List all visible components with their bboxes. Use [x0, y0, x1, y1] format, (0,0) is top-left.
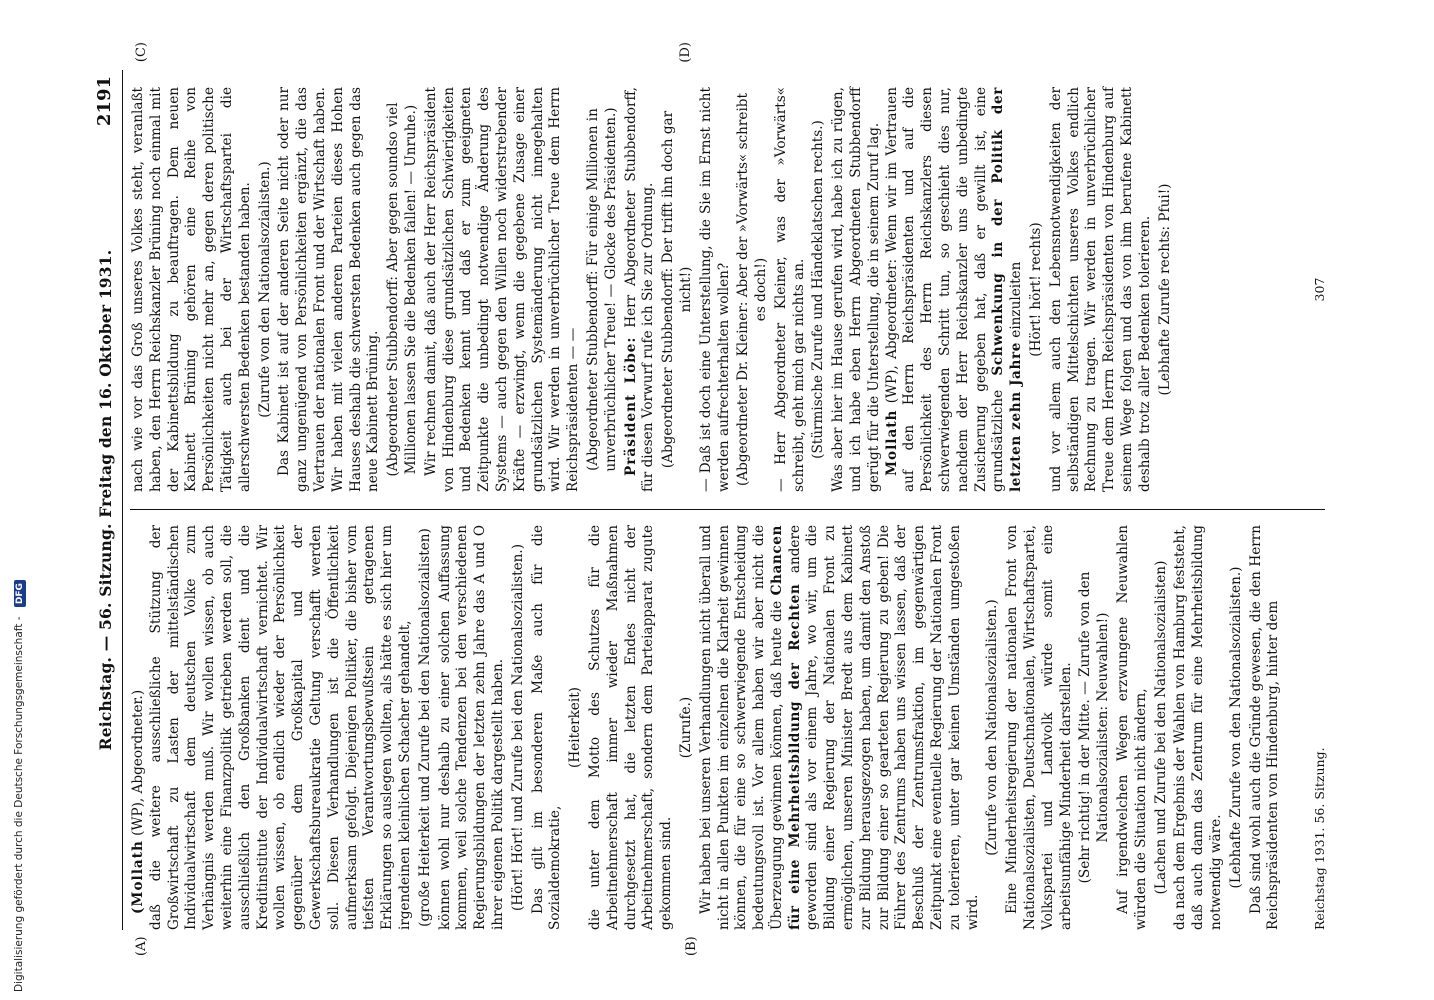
interjection: (Stürmische Zurufe und Händeklatschen rechts.): [810, 120, 827, 459]
paragraph: Auf irgendwelchen Wegen erzwungene Neuwahlen würden die Situation nicht ändern,: [1115, 525, 1149, 930]
interjection: (Zurufe von den Nationalsozialisten.): [256, 161, 273, 418]
paragraph: — Daß ist doch eine Unterstellung, die Sie im Ernst nicht werden aufrechterhalten wollen?: [697, 87, 732, 492]
interjection: (Zurufe von den Nationalsozialisten.): [984, 599, 1001, 856]
interjection: (Abgeordneter Stubbendorff: Für einige Millionen in unverbrüchlicher Treue! — Glocke des Präsidenten.): [584, 107, 619, 472]
paragraph: und vor allem auch den Lebensnotwendigkeiten der selbständigen Mittelschichten unseres Volkes endlich Rechnung zu tragen. Wir werden in unverbrüchlicher Treue dem Herrn Reichspräsidenten von Hindenburg auf seinem Wege folgen und das von ihm berufene Kabinett deshalb trotz aller Bedenken tolerieren.: [1047, 87, 1153, 492]
interjection: (Heiterkeit): [567, 687, 584, 768]
interjection: (Lebhafte Zurufe von den Nationalsozialisten.): [1227, 566, 1244, 889]
interjection: (Zurufe.): [677, 696, 694, 759]
digitization-credit: [12, 0, 26, 992]
margin-mark-b: (B): [684, 936, 699, 956]
interjection: (Hört! Hört! und Zurufe bei den Nationalsozialisten.): [509, 543, 526, 912]
page-header-title: Reichstag. — 56. Sitzung. Freitag den 16. Oktober 1931.: [96, 249, 115, 751]
dfg-logo: DFG: [14, 580, 26, 607]
paragraph: nach wie vor das Groß unseres Volkes steht, veranlaßt haben, den Herrn Reichskanzler Brüning noch einmal mit der Kabinettsbildung zu beauftragen. Dem neuen Kabinett Brüning gehören eine Reihe von Persönlichkeiten nicht mehr an, gegen deren politische Tätigkeit auch bei der Wirtschaftspartei die allerschwersten Bedenken bestanden haben.: [130, 87, 253, 492]
paragraph: können wohl nur deshalb zu einer solchen Auffassung kommen, weil solche Tendenzen bei den verschiedenen Regierungsbildungen der letzten zehn Jahre das A und O ihrer eigenen Politik dargestellt haben.: [436, 525, 506, 930]
credit-text: Digitalisierung gefördert durch die Deutsche Forschungsgemeinschaft -: [13, 616, 25, 992]
paragraph-text: andere geworden sind als vor einem Jahre, wo wir, um die Bildung einer Regierung der Nationalen Front zu ermöglichen, unseren Minister Bredt aus dem Kabinett zur Bildung herausgezogen haben, um damit den Anstoß zur Bildung einer so gearteten Regierung zu geben! Die Führer des Zentrums haben uns wissen lassen, daß der Beschluß der Zentrumsfraktion, im gegenwärtigen Zeitpunkt eine eventuelle Regierung der Nationalen Front zu tolerieren, unter gar keinen Umständen umgestoßen wird.: [786, 525, 981, 930]
speech-text: einzuleiten: [1008, 261, 1025, 343]
interjection: (Abgeordneter Dr. Kleiner: Aber der »Vorwärts« schreibt es doch!): [735, 93, 770, 486]
column-divider: [130, 509, 1325, 510]
paragraph: da nach dem Ergebnis der Wahlen von Hamburg feststeht, daß auch dann das Zentrum für eine Mehrheitsbildung notwendig wäre.: [1172, 525, 1225, 930]
footer-page-number: 307: [1312, 277, 1327, 302]
margin-mark-c: (C): [134, 42, 149, 63]
emphasized-text: Schwenkung in der Politik der letzten zehn Jahre: [990, 87, 1025, 492]
emphasized-text: Chancen für eine Mehrheitsbildung der Rechten: [768, 525, 803, 930]
paragraph: Daß sind wohl auch die Gründe gewesen, die den Herrn Reichspräsidenten von Hindenburg, hinter dem: [1247, 525, 1282, 930]
paragraph-text: Wir haben bei unseren Verhandlungen nicht überall und nicht in allen Punkten im einzelnen die Klarheit gewinnen können, die für eine so schwerwiegende Entscheidung bedeutungsvoll ist. Vor allem haben wir aber nicht die Überzeugung gewinnen können, daß heute die: [697, 525, 785, 930]
paragraph: Wir rechnen damit, daß auch der Herr Reichspräsident von Hindenburg diese grundsätzlichen Schwierigkeiten und Bedenken kennt und daß er zum geeigneten Zeitpunkte die unbedingt notwendige Änderung des Systems — auch gegen den Willen noch widerstrebender Kräfte — erzwingt, wenn die gegebene Zusage einer grundsätzlichen Systemänderung nicht innegehalten wird. Wir werden in unverbrüchlicher Treue dem Herrn Reichspräsidenten — —: [422, 87, 582, 492]
interjection: (große Heiterkeit und Zurufe bei den Nationalsozialisten): [416, 528, 433, 927]
footer-left: Reichstag 1931. 56. Sitzung.: [1312, 747, 1327, 930]
interjection: (Hört! hört! rechts): [1028, 222, 1045, 357]
paragraph: die unter dem Motto des Schutzes für die Arbeitnehmerschaft immer wieder Maßnahmen durchgesetzt hat, die letzten Endes nicht der Arbeitnehmerschaft, sondern dem Parteiapparat zugute gekommen sind.: [586, 525, 675, 930]
interjection: (Lebhafte Zurufe rechts: Pfui!): [1156, 183, 1173, 396]
speech-text: (WP), Abgeordneter.): [130, 689, 146, 841]
interjection: (Abgeordneter Stubbendorff: Aber gegen soundso viel Millionen lassen Sie die Bedenken fallen! — Unruhe.): [385, 102, 419, 477]
speech-text: Herr Abgeordneter Stubbendorff, für diesen Vorwurf rufe ich Sie zur Ordnung.: [622, 87, 657, 492]
interjection: (Abgeordneter Stubbendorff: Der trifft ihn doch gar nicht!): [660, 110, 694, 469]
paragraph: Das gilt im besonderen Maße auch für die Sozialdemokratie,: [529, 525, 564, 930]
paragraph: Eine Minderheitsregierung der nationalen Front von Nationalsozialisten, Deutschnationalen, Wirtschaftspartei, Volkspartei und Landvolk würde somit eine arbeitsunfähige Minderheit darstellen.: [1004, 525, 1074, 930]
running-head: [90, 70, 123, 930]
left-column: [130, 525, 1283, 930]
speaker-paragraph: [130, 525, 148, 930]
speaker-name: Präsident Löbe:: [622, 336, 639, 476]
interjection: (Sehr richtig! in der Mitte. — Zurufe von den Nationalsozialisten: Neuwahlen!): [1077, 571, 1112, 884]
speaker-paragraph: [623, 87, 659, 492]
speech-text: (WP), Abgeordneter: Wenn wir im Vertrauen auf den Herrn Reichspräsidenten und auf die Persönlichkeit des Herrn Reichskanzlers diesen schwerwiegenden Schritt tun, so geschieht dies nur, nachdem der Herr Reichskanzler uns die unbedingte Zusicherung gegeben hat, daß er gewillt ist, eine grundsätzliche: [883, 87, 1007, 492]
right-column: [130, 87, 1176, 492]
speaker-name: (Mollath: [130, 840, 146, 914]
speaker-paragraph: [884, 87, 1026, 492]
margin-mark-a: (A): [134, 936, 149, 956]
paragraph: Das Kabinett ist auf der anderen Seite nicht oder nur ganz ungenügend von Persönlichkeiten ergänzt, die das Vertrauen der nationalen Front und der Wirtschaft haben. Wir haben mit vielen anderen Parteien dieses Hohen Hauses deshalb die schwersten Bedenken auch gegen das neue Kabinett Brüning.: [276, 87, 382, 492]
speaker-name: Mollath: [883, 409, 900, 476]
paragraph: daß die weitere ausschließliche Stützung der Großwirtschaft zu Lasten der mittelständischen Individualwirtschaft dem deutschen Volke zum Verhängnis werden muß. Wir wollen wissen, ob auch weiterhin eine Finanzpolitik getrieben werden soll, die ausschließlich den Großbanken dient und die Kreditinstitute der Individualwirtschaft vernichtet. Wir wollen wissen, ob endlich wieder der Persönlichkeit gegenüber dem Großkapital und der Gewerkschaftsbureaukratie Geltung verschafft werden soll. Diesen Verhandlungen ist die Öffentlichkeit aufmerksam gefolgt. Diejenigen Politiker, die bisher vom tiefsten Verantwortungsbewußtsein getragenen Erklärungen so auslegen wollten, als hätte es sich hier um irgendeinen kleinlichen Schacher gehandelt,: [147, 525, 413, 930]
margin-mark-d: (D): [678, 42, 693, 63]
rotated-page: [90, 42, 1340, 956]
paragraph: Was aber hier im Hause gerufen wird, habe ich zu rügen, und ich habe eben Herrn Abgeordneten Stubbendorff gerügt für die Unterstellung, die in seinem Zuruf lag.: [830, 87, 882, 492]
paragraph: — Herr Abgeordneter Kleiner, was der »Vorwärts« schreibt, geht mich gar nichts an.: [772, 87, 807, 492]
paragraph: [698, 525, 983, 930]
page-number: 2191: [94, 76, 115, 127]
interjection: (Lachen und Zurufe bei den Nationalsozialisten): [1152, 560, 1169, 895]
